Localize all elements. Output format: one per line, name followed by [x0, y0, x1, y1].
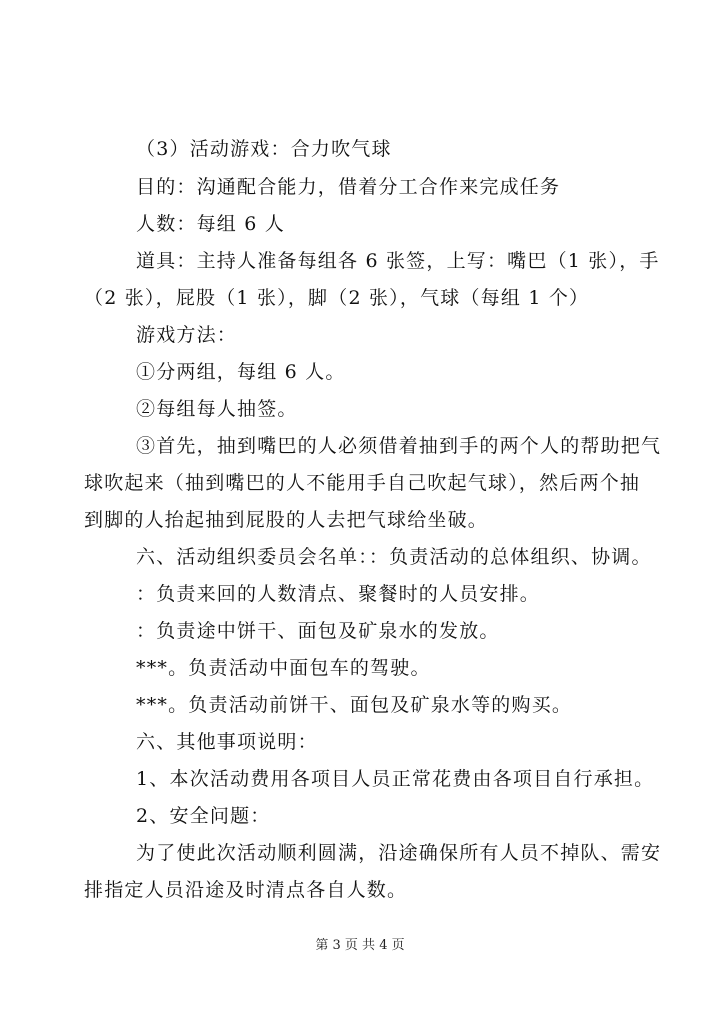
- committee-duty-3: ***。负责活动中面包车的驾驶。: [136, 657, 431, 679]
- props-line-1: 道具：主持人准备每组各 6 张签，上写：嘴巴（1 张），手: [136, 250, 660, 272]
- game-method-heading: 游戏方法：: [136, 324, 238, 346]
- committee-duty-4: ***。负责活动前饼干、面包及矿泉水等的购买。: [136, 694, 573, 716]
- other-matter-2: 2、安全问题：: [136, 805, 271, 827]
- committee-duty-1: ：负责来回的人数清点、聚餐时的人员安排。: [136, 583, 541, 605]
- page-footer: 第 3 页 共 4 页: [315, 938, 405, 953]
- method-step-1: ①分两组，每组 6 人。: [136, 361, 346, 383]
- method-step-3-line-1: ③首先，抽到嘴巴的人必须借着抽到手的两个人的帮助把气: [136, 435, 662, 457]
- headcount-line: 人数：每组 6 人: [136, 213, 285, 235]
- method-step-3-line-2: 球吹起来（抽到嘴巴的人不能用手自己吹起气球），然后两个抽: [84, 472, 641, 494]
- other-matters-heading: 六、其他事项说明：: [136, 731, 318, 753]
- purpose-line: 目的：沟通配合能力，借着分工合作来完成任务: [136, 176, 561, 198]
- safety-line-2: 排指定人员沿途及时清点各自人数。: [84, 879, 408, 901]
- committee-duty-2: ：负责途中饼干、面包及矿泉水的发放。: [136, 620, 500, 642]
- other-matter-1: 1、本次活动费用各项目人员正常花费由各项目自行承担。: [136, 768, 655, 790]
- method-step-3-line-3: 到脚的人抬起抽到屁股的人去把气球给坐破。: [84, 509, 489, 531]
- props-line-2: （2 张），屁股（1 张），脚（2 张），气球（每组 1 个）: [84, 287, 590, 309]
- safety-line-1: 为了使此次活动顺利圆满，沿途确保所有人员不掉队、需安: [136, 842, 662, 864]
- method-step-2: ②每组每人抽签。: [136, 398, 298, 420]
- committee-heading-line: 六、活动组织委员会名单：：负责活动的总体组织、协调。: [136, 546, 652, 568]
- game-title-line: （3）活动游戏：合力吹气球: [136, 138, 392, 160]
